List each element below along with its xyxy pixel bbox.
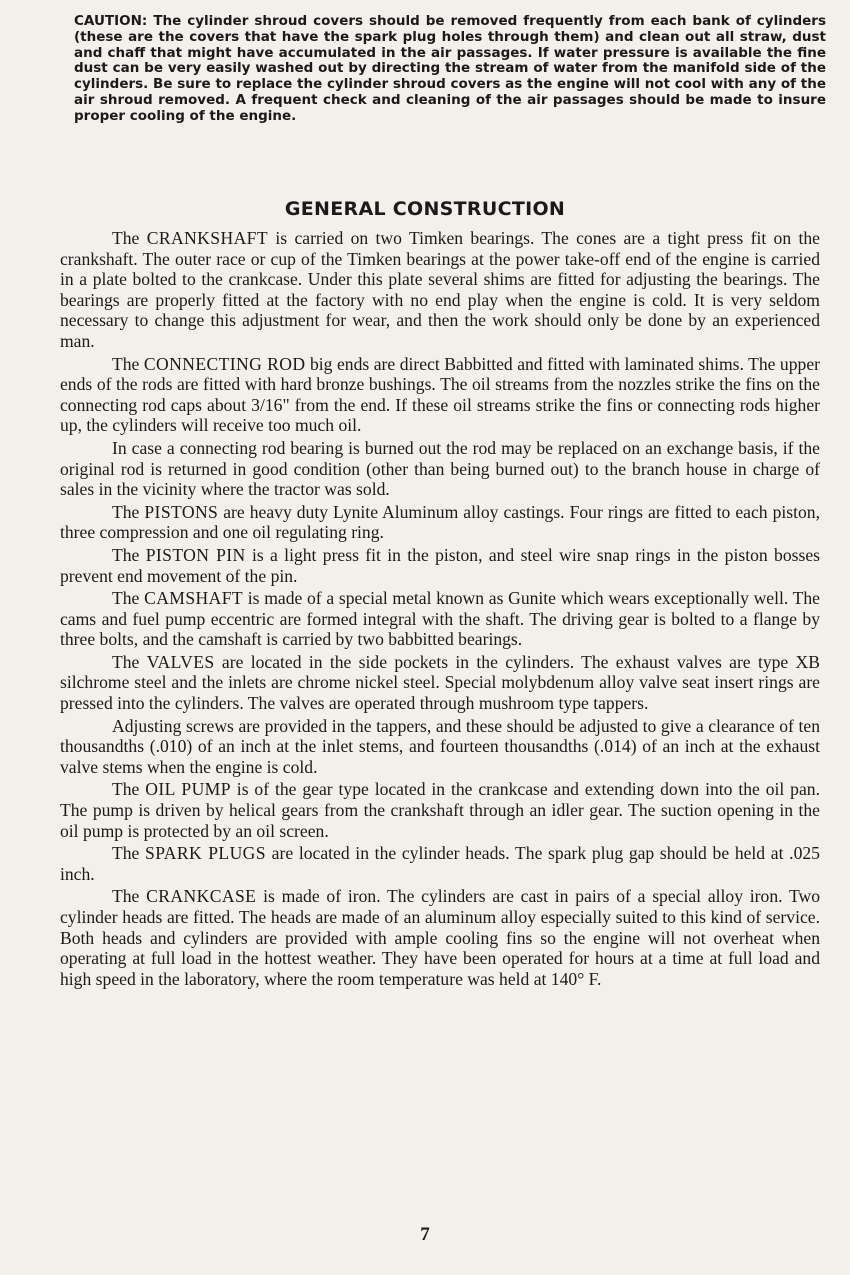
paragraph-adjusting-screws <box>60 716 820 778</box>
paragraph-pre: The <box>112 544 146 565</box>
paragraph-crankcase <box>60 886 820 989</box>
paragraph-connecting-rod <box>60 354 820 436</box>
paragraph-keyword: SPARK PLUGS <box>145 843 266 864</box>
paragraph-text: are heavy duty Lynite Aluminum alloy castings. Four rings are fitted to each piston, three compression and one oil regulating ring. <box>60 501 820 543</box>
paragraph-crankshaft <box>60 228 820 352</box>
paragraph-oil-pump <box>60 779 820 841</box>
paragraph-keyword: OIL PUMP <box>145 779 231 800</box>
paragraph-keyword: CRANKSHAFT <box>146 228 269 248</box>
section-body <box>60 228 820 991</box>
paragraph-rod-exchange <box>60 438 820 500</box>
paragraph-keyword: PISTON PIN <box>145 544 246 565</box>
paragraph-camshaft <box>60 588 820 650</box>
paragraph-text: is of the gear type located in the crankcase and extending down into the oil pan. The pump is driven by helical gears from the crankshaft through an idler gear. The suction opening in the oil pump is protected by an oil screen. <box>60 779 820 841</box>
paragraph-pre: The <box>112 228 147 248</box>
paragraph-text: Adjusting screws are provided in the tappers, and these should be adjusted to give a clearance of ten thousandths (.010) of an inch at the inlet stems, and fourteen thousandths (.014) of an inch at the exhaust valve stems when the engine is cold. <box>60 715 820 777</box>
paragraph-text: are located in the side pockets in the cylinders. The exhaust valves are type XB silchrome steel and the inlets are chrome nickel steel. Special molybdenum alloy valve seat insert rings are pressed into the cylinders. The valves are operated through mushroom type tappers. <box>60 651 820 714</box>
paragraph-keyword: CAMSHAFT <box>144 588 244 609</box>
caution-text: The cylinder shroud covers should be removed frequently from each bank of cylinders (these are the covers that have the spark plug holes through them) and clean out all straw, dust and chaff that might have accumulated in the air passages. If water pressure is available the fine dust can be very easily washed out by directing the stream of water from the manifold side of the cylinders. Be sure to replace the cylinder shroud covers as the engine will not cool with any of the air shroud removed. A frequent check and cleaning of the air passages should be made to insure proper cooling of the engine. <box>74 13 826 124</box>
paragraph-pre: The <box>112 843 146 864</box>
paragraph-valves <box>60 652 820 714</box>
caution-note <box>74 14 826 125</box>
paragraph-pre: The <box>112 588 145 609</box>
paragraph-text: big ends are direct Babbitted and fitted with laminated shims. The upper ends of the rods are fitted with hard bronze bushings. The oil streams from the nozzles strike the fins on the connecting rod caps about 3/16" from the end. If these oil streams strike the fins or connecting rods higher up, the cylinders will receive too much oil. <box>60 353 820 436</box>
paragraph-text: is made of iron. The cylinders are cast in pairs of a special alloy iron. Two cylinder heads are fitted. The heads are made of an aluminum alloy especially suited to this kind of service. Both heads and cylinders are provided with ample cooling fins so the engine will not overheat when operating at full load in the hottest weather. They have been operated for hours at a time at full load and high speed in the laboratory, where the room temperature was held at 140° F. <box>60 886 820 989</box>
paragraph-text: In case a connecting rod bearing is burned out the rod may be replaced on an exchange basis, if the original rod is returned in good condition (other than being burned out) to the branch house in charge of sales in the vicinity where the tractor was sold. <box>60 437 820 500</box>
paragraph-pre: The <box>112 353 144 374</box>
paragraph-pre: The <box>112 779 146 800</box>
paragraph-keyword: CONNECTING ROD <box>143 353 306 374</box>
section-title: GENERAL CONSTRUCTION <box>284 198 566 220</box>
paragraph-pistons <box>60 502 820 543</box>
paragraph-text: is carried on two Timken bearings. The cones are a tight press fit on the crankshaft. The outer race or cup of the Timken bearings at the power take-off end of the engine is carried in a plate bolted to the crankcase. Under this plate several shims are fitted for adjusting the bearings. The bearings are properly fitted at the factory with no end play when the engine is cold. It is very seldom necessary to change this adjustment for wear, and then the work should only be done by an experienced man. <box>60 228 820 351</box>
paragraph-piston-pin <box>60 545 820 586</box>
paragraph-text: is made of a special metal known as Gunite which wears exceptionally well. The cams and fuel pump eccentric are formed integral with the shaft. The driving gear is bolted to a flange by three bolts, and the camshaft is carried by two babbitted bearings. <box>60 588 820 650</box>
paragraph-text: is a light press fit in the piston, and steel wire snap rings in the piston bosses prevent end movement of the pin. <box>60 544 820 586</box>
paragraph-keyword: VALVES <box>146 651 215 672</box>
paragraph-pre: The <box>112 501 145 522</box>
paragraph-spark-plugs <box>60 843 820 884</box>
paragraph-keyword: CRANKCASE <box>146 886 257 907</box>
paragraph-keyword: PISTONS <box>144 501 219 522</box>
page-number: 7 <box>420 1224 430 1245</box>
caution-label: CAUTION: <box>74 13 148 29</box>
paragraph-text: are located in the cylinder heads. The spark plug gap should be held at .025 inch. <box>60 843 820 884</box>
paragraph-pre: The <box>112 651 147 672</box>
paragraph-pre: The <box>112 886 147 907</box>
